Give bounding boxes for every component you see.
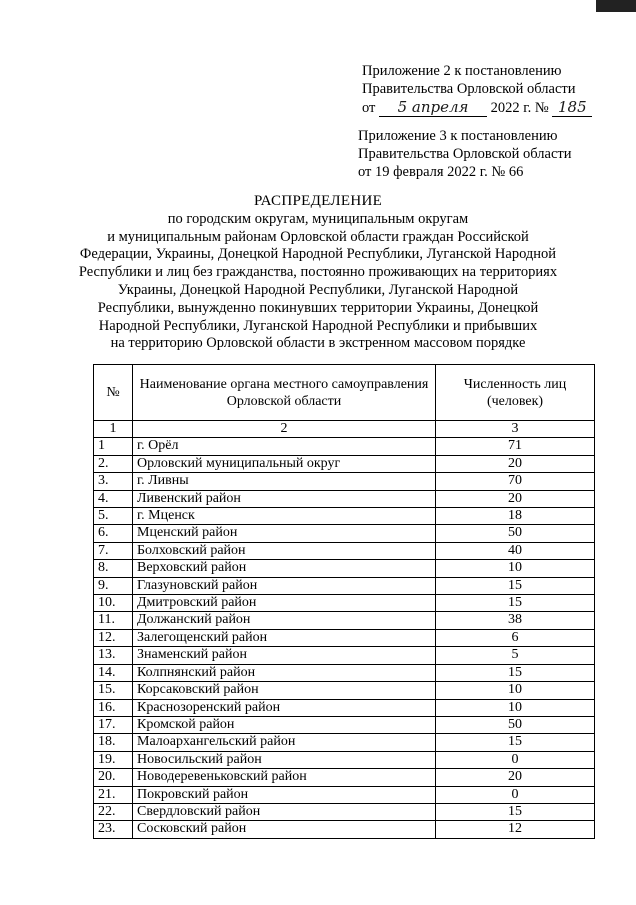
table-row (94, 803, 595, 820)
row-count: 15 (436, 664, 595, 681)
table-row (94, 542, 595, 559)
title-line: Народной Республики, Луганской Народной Республики и прибывших (98, 317, 538, 334)
title-line: и муниципальным районам Орловской области граждан Российской (107, 228, 529, 245)
row-name: Мценский район (133, 525, 436, 542)
row-count: 15 (436, 734, 595, 751)
column-number: 2 (133, 421, 436, 438)
row-number: 7. (94, 542, 133, 559)
row-number: 19. (94, 751, 133, 768)
table-row (94, 664, 595, 681)
table-row (94, 612, 595, 629)
row-name: Свердловский район (133, 803, 436, 820)
row-count: 12 (436, 821, 595, 838)
row-count: 10 (436, 682, 595, 699)
row-name: Должанский район (133, 612, 436, 629)
row-number: 10. (94, 595, 133, 612)
row-count: 20 (436, 455, 595, 472)
row-number: 18. (94, 734, 133, 751)
row-name: Новодеревеньковский район (133, 769, 436, 786)
row-number: 13. (94, 647, 133, 664)
table-row (94, 682, 595, 699)
row-number: 16. (94, 699, 133, 716)
row-number: 14. (94, 664, 133, 681)
appendix-header-old (358, 127, 572, 181)
row-name: г. Ливны (133, 473, 436, 490)
row-name: Знаменский район (133, 647, 436, 664)
row-count: 0 (436, 751, 595, 768)
row-number: 15. (94, 682, 133, 699)
handwritten-number: 185 (552, 98, 592, 117)
appendix-line: Приложение 3 к постановлению (358, 128, 558, 144)
title-line: Украины, Донецкой Народной Республики, Луганской Народной (117, 281, 519, 298)
date-line (362, 98, 592, 117)
header-name: Наименование органа местного самоуправления Орловской области (133, 365, 436, 421)
row-name: Покровский район (133, 786, 436, 803)
table-row (94, 699, 595, 716)
distribution-table (93, 364, 595, 839)
row-number: 22. (94, 803, 133, 820)
year-number-label: 2022 г. № (490, 100, 549, 116)
row-number: 11. (94, 612, 133, 629)
row-name: Болховский район (133, 542, 436, 559)
title-line: на территорию Орловской области в экстренном массовом порядке (110, 335, 526, 352)
row-name: Новосильский район (133, 751, 436, 768)
row-number: 1 (94, 438, 133, 455)
table-row (94, 595, 595, 612)
row-number: 9. (94, 577, 133, 594)
row-name: Орловский муниципальный округ (133, 455, 436, 472)
table-row (94, 577, 595, 594)
row-name: Залегощенский район (133, 629, 436, 646)
row-count: 20 (436, 490, 595, 507)
column-number-row (94, 421, 595, 438)
row-name: Малоархангельский район (133, 734, 436, 751)
row-number: 23. (94, 821, 133, 838)
title-line: Республики, вынужденно покинувших территории Украины, Донецкой (97, 299, 539, 316)
row-name: Глазуновский район (133, 577, 436, 594)
table-row (94, 455, 595, 472)
row-number: 6. (94, 525, 133, 542)
row-number: 2. (94, 455, 133, 472)
date-prefix: от (362, 100, 376, 116)
column-number: 3 (436, 421, 595, 438)
table-row (94, 786, 595, 803)
table-row (94, 734, 595, 751)
document-title (0, 193, 636, 353)
row-name: Сосковский район (133, 821, 436, 838)
government-line: Правительства Орловской области (362, 81, 576, 97)
row-name: Верховский район (133, 560, 436, 577)
title-line: Республики и лиц без гражданства, постоянно проживающих на территориях (78, 264, 558, 281)
title-heading: РАСПРЕДЕЛЕНИЕ (253, 193, 383, 209)
table-row (94, 490, 595, 507)
row-count: 50 (436, 525, 595, 542)
table-header-row (94, 365, 595, 421)
table-row (94, 525, 595, 542)
row-count: 15 (436, 803, 595, 820)
row-number: 4. (94, 490, 133, 507)
title-line: Федерации, Украины, Донецкой Народной Республики, Луганской Народной (79, 246, 557, 263)
row-name: Дмитровский район (133, 595, 436, 612)
government-line: Правительства Орловской области (358, 146, 572, 162)
table-row (94, 629, 595, 646)
row-number: 3. (94, 473, 133, 490)
row-name: г. Орёл (133, 438, 436, 455)
scan-corner-mark (596, 0, 636, 12)
table-row (94, 751, 595, 768)
title-line: по городским округам, муниципальным округам (167, 210, 469, 227)
row-number: 8. (94, 560, 133, 577)
table-row (94, 438, 595, 455)
row-count: 15 (436, 577, 595, 594)
row-number: 12. (94, 629, 133, 646)
row-count: 0 (436, 786, 595, 803)
row-number: 5. (94, 508, 133, 525)
table-row (94, 647, 595, 664)
column-number: 1 (94, 421, 133, 438)
appendix-header-new (362, 62, 592, 117)
row-number: 20. (94, 769, 133, 786)
table-row (94, 473, 595, 490)
row-count: 20 (436, 769, 595, 786)
table-row (94, 508, 595, 525)
table-row (94, 716, 595, 733)
row-number: 21. (94, 786, 133, 803)
row-count: 71 (436, 438, 595, 455)
row-count: 18 (436, 508, 595, 525)
table-row (94, 769, 595, 786)
row-count: 40 (436, 542, 595, 559)
row-name: г. Мценск (133, 508, 436, 525)
row-name: Корсаковский район (133, 682, 436, 699)
header-count: Численность лиц (человек) (436, 365, 595, 421)
row-name: Колпнянский район (133, 664, 436, 681)
header-number: № (94, 365, 133, 421)
row-name: Кромской район (133, 716, 436, 733)
row-name: Ливенский район (133, 490, 436, 507)
table-row (94, 560, 595, 577)
row-count: 10 (436, 699, 595, 716)
table-body (94, 438, 595, 838)
row-number: 17. (94, 716, 133, 733)
date-line: от 19 февраля 2022 г. № 66 (358, 164, 524, 180)
row-count: 15 (436, 595, 595, 612)
row-count: 10 (436, 560, 595, 577)
table-row (94, 821, 595, 838)
row-count: 5 (436, 647, 595, 664)
row-count: 70 (436, 473, 595, 490)
handwritten-date: 5 апреля (379, 98, 487, 117)
row-name: Краснозоренский район (133, 699, 436, 716)
row-count: 6 (436, 629, 595, 646)
row-count: 50 (436, 716, 595, 733)
appendix-line: Приложение 2 к постановлению (362, 63, 562, 79)
row-count: 38 (436, 612, 595, 629)
